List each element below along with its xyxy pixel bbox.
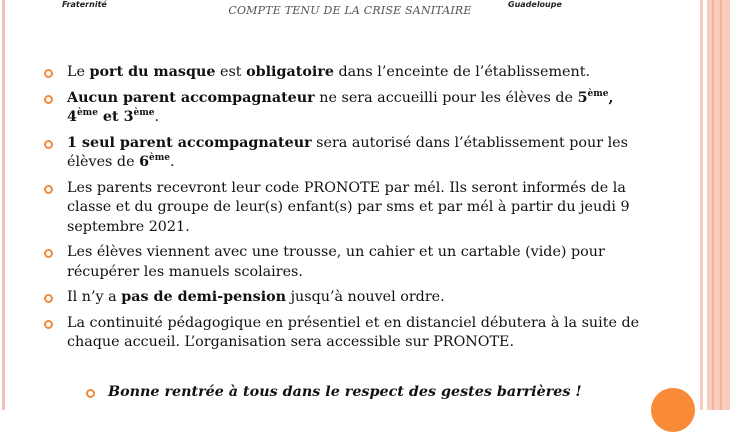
decorative-orange-circle [651, 388, 695, 432]
list-item: La continuité pédagogique en présentiel et en distanciel débutera à la suite de chaque accueil. L’organisation sera accessible sur PRONOTE. [44, 314, 644, 353]
list-item: Il n’y a pas de demi-pension jusqu’à nouvel ordre. [44, 288, 644, 308]
header-left-label: Fraternité [62, 0, 107, 9]
bullet-icon [44, 95, 53, 104]
bullet-icon [44, 69, 53, 78]
list-item: Les élèves viennent avec une trousse, un cahier et un cartable (vide) pour récupérer les manuels scolaires. [44, 243, 644, 282]
header-right-label: Guadeloupe [508, 0, 562, 9]
slide-title: COMPTE TENU DE LA CRISE SANITAIRE [228, 4, 472, 17]
list-item: Le port du masque est obligatoire dans l’enceinte de l’établissement. [44, 63, 644, 83]
list-item: 1 seul parent accompagnateur sera autorisé dans l’établissement pour les élèves de 6ème. [44, 134, 644, 173]
bullet-icon [44, 140, 53, 149]
list-item: Les parents recevront leur code PRONOTE par mél. Ils seront informés de la classe et du groupe de leur(s) enfant(s) par sms et par mél à partir du jeudi 9 septembre 2021. [44, 179, 644, 238]
right-decorative-stripes [700, 0, 730, 410]
bullet-icon [86, 389, 95, 398]
bullet-icon [44, 320, 53, 329]
left-border [2, 0, 5, 410]
bullet-icon [44, 294, 53, 303]
bullet-icon [44, 249, 53, 258]
bullet-icon [44, 185, 53, 194]
list-item: Aucun parent accompagnateur ne sera accueilli pour les élèves de 5ème, 4ème et 3ème. [44, 89, 644, 128]
closing-message: Bonne rentrée à tous dans le respect des gestes barrières ! [86, 384, 582, 400]
bullet-list [44, 63, 644, 359]
